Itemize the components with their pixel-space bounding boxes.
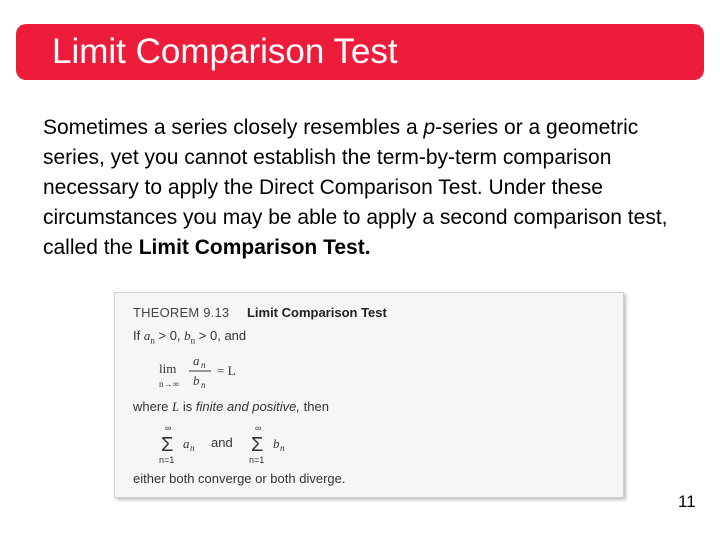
sum2-sigma: Σ xyxy=(251,434,264,456)
title-bar xyxy=(16,24,704,80)
sum1-term: a xyxy=(183,436,190,451)
cond-gt2: > 0, and xyxy=(198,328,247,343)
sum2-top: ∞ xyxy=(255,423,262,433)
cond-b: b xyxy=(184,328,191,343)
series-pair xyxy=(159,423,339,467)
where-is: is xyxy=(182,399,193,414)
body-text-p: p xyxy=(423,116,436,139)
body-text-1: Sometimes a series closely resembles a xyxy=(43,116,424,139)
page-number: 11 xyxy=(678,492,696,511)
sum1-bottom: n=1 xyxy=(159,455,175,465)
where-L: L xyxy=(172,399,180,414)
cond-a: a xyxy=(143,328,151,343)
theorem-number: THEOREM 9.13 xyxy=(133,305,230,320)
theorem-box xyxy=(114,292,624,498)
sum2-bottom: n=1 xyxy=(249,455,265,465)
body-paragraph xyxy=(43,113,693,263)
theorem-header xyxy=(133,305,387,320)
theorem-name: Limit Comparison Test xyxy=(246,305,387,320)
sum2-term-sub: n xyxy=(280,443,285,453)
frac-denominator: b xyxy=(193,373,200,388)
limit-formula xyxy=(159,353,299,397)
cond-if: If xyxy=(133,328,141,343)
theorem-condition xyxy=(133,328,246,346)
where-then: then xyxy=(303,399,329,414)
lim-label: lim xyxy=(159,361,177,376)
lim-equals-L: = L xyxy=(217,363,236,378)
where-pre: where xyxy=(133,399,169,414)
cond-gt: > 0, xyxy=(158,328,181,343)
sum1-sigma: Σ xyxy=(161,434,174,456)
lim-sub: n→∞ xyxy=(159,379,179,389)
sums-and: and xyxy=(211,435,233,450)
frac-numerator: a xyxy=(193,353,200,368)
cond-b-sub: n xyxy=(190,335,196,346)
body-text-bold: Limit Comparison Test. xyxy=(138,236,371,259)
body-text-2: -series or a geometric series, yet you cannot establish the term-by-term comparison necessary to apply the Direct Comparison Test. Under these circumstances you may be able to apply a second comparison test, called the xyxy=(43,116,668,259)
frac-num-sub: n xyxy=(201,360,206,370)
theorem-where-line xyxy=(133,399,329,415)
cond-a-sub: n xyxy=(150,335,155,346)
sum1-top: ∞ xyxy=(165,423,172,433)
slide-title: Limit Comparison Test xyxy=(52,32,398,71)
where-italic: finite and positive, xyxy=(195,399,300,414)
theorem-conclusion: either both converge or both diverge. xyxy=(133,471,346,486)
sum2-term: b xyxy=(273,436,280,451)
sum1-term-sub: n xyxy=(190,443,195,453)
frac-den-sub: n xyxy=(201,380,206,390)
